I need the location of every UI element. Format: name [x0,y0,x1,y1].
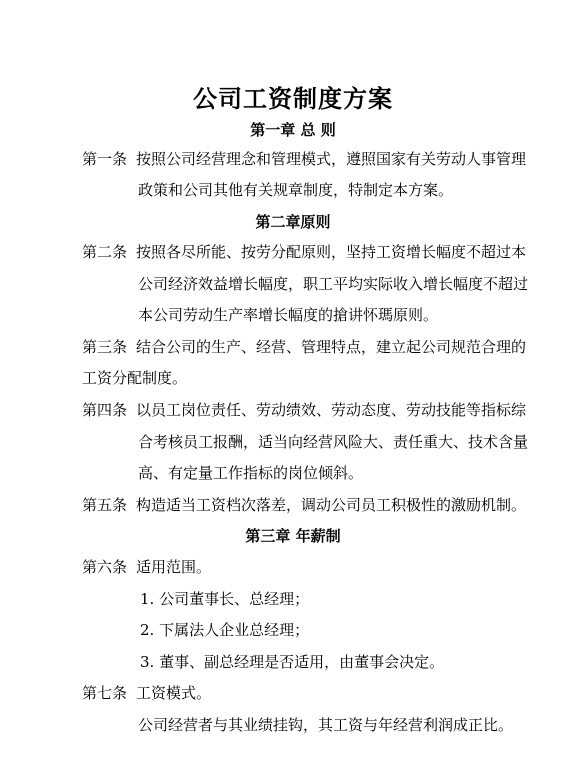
article-4-line-1 [82,399,526,421]
chapter-2-heading: 第二章原则 [255,213,331,231]
article-2-line-1 [82,241,526,263]
article-4-text-1: 以员工岗位责任、劳动绩效、劳动态度、劳动技能等指标综 [136,401,527,419]
article-3-text-1: 结合公司的生产、经营、管理特点，建立起公司规范合理的 [136,338,527,356]
article-7-line-2: 公司经营者与其业绩挂钩，其工资与年经营利润成正比。 [138,716,514,734]
article-2-line-2: 公司经济效益增长幅度，职工平均实际收入增长幅度不超过 [138,275,529,293]
chapter-3-heading: 第三章 年薪制 [245,527,341,545]
article-6-item-2: 2. 下属法人企业总经理； [140,621,310,639]
document-title: 公司工资制度方案 [193,84,393,113]
article-7-line-1 [82,682,211,704]
chapter-1-heading: 第一章 总 则 [250,121,336,139]
article-5-label: 第五条 [82,496,128,514]
article-1-text-1: 按照公司经营理念和管理模式，遵照国家有关劳动人事管理 [136,150,527,168]
article-6-item-1: 1. 公司董事长、总经理； [140,590,310,608]
article-3-label: 第三条 [82,338,128,356]
article-4-label: 第四条 [82,401,128,419]
article-3-line-2: 工资分配制度。 [82,369,188,387]
article-5-line-1 [82,494,526,516]
article-6-text-1: 适用范围。 [136,558,212,576]
article-6-line-1 [82,556,211,578]
article-2-text-1: 按照各尽所能、按劳分配原则，坚持工资增长幅度不超过本 [136,243,527,261]
article-1-line-2: 政策和公司其他有关规章制度，特制定本方案。 [138,181,454,199]
article-2-label: 第二条 [82,243,128,261]
article-2-line-3: 本公司劳动生产率增长幅度的搶讲怀瑪原则。 [138,306,439,324]
article-6-label: 第六条 [82,558,128,576]
article-5-text-1: 构造适当工资档次落差，调动公司员工积极性的激励机制。 [136,496,527,514]
article-4-line-2: 合考核员工报酬，适当向经营风险大、责任重大、技术含量 [138,433,529,451]
article-3-line-1 [82,336,526,358]
article-7-text-1: 工资模式。 [136,684,212,702]
article-1-label: 第一条 [82,150,128,168]
article-1-line-1 [82,148,526,170]
article-6-item-3: 3. 董事、副总经理是否适用，由董事会决定。 [140,653,445,671]
article-4-line-3: 高、有定量工作指标的岗位倾斜。 [138,464,364,482]
article-7-label: 第七条 [82,684,128,702]
